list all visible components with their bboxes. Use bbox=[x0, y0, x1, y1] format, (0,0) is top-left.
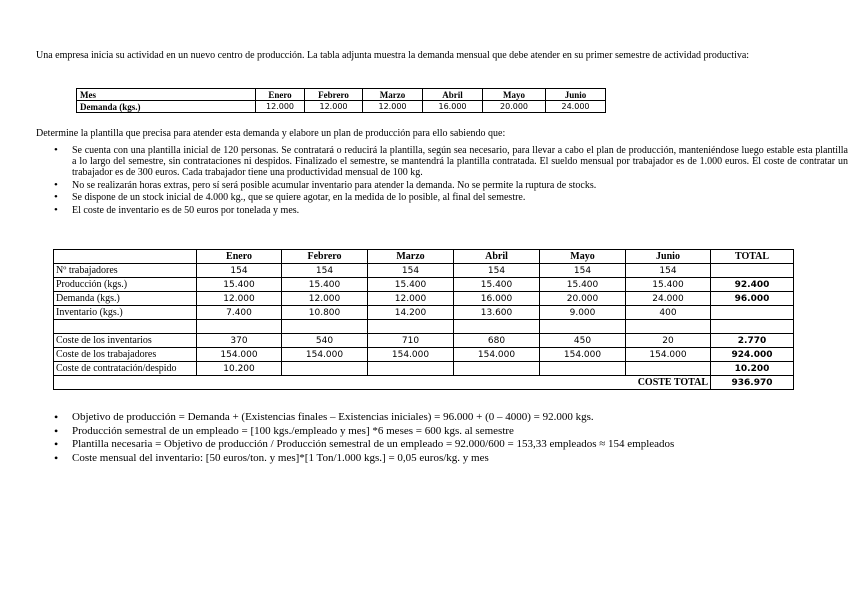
cell-value: 154.000 bbox=[197, 348, 282, 362]
demand-value: 16.000 bbox=[423, 101, 483, 113]
row-total bbox=[711, 264, 794, 278]
cell-value: 450 bbox=[540, 334, 626, 348]
cell-value: 154.000 bbox=[626, 348, 711, 362]
demand-month-header: Junio bbox=[546, 89, 606, 101]
row-total: 92.400 bbox=[711, 278, 794, 292]
cell-value: 15.400 bbox=[197, 278, 282, 292]
cell-value: 154 bbox=[197, 264, 282, 278]
table-row bbox=[54, 334, 794, 348]
row-label: Nº trabajadores bbox=[54, 264, 197, 278]
row-label: Coste de los inventarios bbox=[54, 334, 197, 348]
row-total: 924.000 bbox=[711, 348, 794, 362]
cell-value: 15.400 bbox=[540, 278, 626, 292]
cell-value: 20 bbox=[626, 334, 711, 348]
plan-column-header: Febrero bbox=[282, 250, 368, 264]
plan-corner-cell bbox=[54, 250, 197, 264]
cell-value: 154.000 bbox=[454, 348, 540, 362]
cell-value: 12.000 bbox=[282, 292, 368, 306]
cell-value: 154 bbox=[368, 264, 454, 278]
note-item: • Coste mensual del inventario: [50 euros/ton. y mes]*[1 Ton/1.000 kgs.] = 0,05 euros/kg. y mes bbox=[72, 452, 848, 466]
cell-value: 540 bbox=[282, 334, 368, 348]
cell-value: 15.400 bbox=[368, 278, 454, 292]
total-cost-label: COSTE TOTAL bbox=[54, 376, 711, 390]
row-label: Coste de contratación/despido bbox=[54, 362, 197, 376]
row-total bbox=[711, 306, 794, 320]
demand-value: 12.000 bbox=[363, 101, 423, 113]
row-total: 10.200 bbox=[711, 362, 794, 376]
note-item: • Producción semestral de un empleado = [100 kgs./empleado y mes] *6 meses = 600 kgs. al semestre bbox=[72, 425, 848, 439]
cell-value: 9.000 bbox=[540, 306, 626, 320]
cell-value: 7.400 bbox=[197, 306, 282, 320]
demand-row-label: Demanda (kgs.) bbox=[77, 101, 256, 113]
demand-value: 12.000 bbox=[256, 101, 305, 113]
demand-month-header: Marzo bbox=[363, 89, 423, 101]
cell-value: 370 bbox=[197, 334, 282, 348]
cell-value: 10.200 bbox=[197, 362, 282, 376]
demand-month-header: Enero bbox=[256, 89, 305, 101]
row-label: Producción (kgs.) bbox=[54, 278, 197, 292]
instruction-paragraph: Determine la plantilla que precisa para atender esta demanda y elabore un plan de producción para ello sabiendo que: bbox=[36, 128, 506, 139]
plan-column-header: TOTAL bbox=[711, 250, 794, 264]
demand-header-label: Mes bbox=[77, 89, 256, 101]
cell-value: 14.200 bbox=[368, 306, 454, 320]
intro-paragraph: Una empresa inicia su actividad en un nuevo centro de producción. La tabla adjunta muestra la demanda mensual que debe atender en su primer semestre de actividad productiva: bbox=[36, 50, 750, 61]
row-label: Coste de los trabajadores bbox=[54, 348, 197, 362]
cell-value: 154 bbox=[540, 264, 626, 278]
demand-table bbox=[76, 88, 606, 113]
plan-column-header: Marzo bbox=[368, 250, 454, 264]
cell-value: 16.000 bbox=[454, 292, 540, 306]
condition-item: • Se cuenta con una plantilla inicial de 120 personas. Se contratará o reducirá la plantilla, según sea necesario, para llevar a cabo el plan de producción, manteniéndose luego estable esta plantilla a lo largo del semestre, sin contrataciones ni despidos. Finalizado el semestre, se mantendrá la plantilla contratada. El sueldo mensual por trabajador es de 1.000 euros. El coste de contratar un trabajador es de 300 euros. Cada trabajador tiene una productividad mensual de 100 kg. bbox=[72, 145, 848, 178]
cell-value: 680 bbox=[454, 334, 540, 348]
cell-value: 15.400 bbox=[282, 278, 368, 292]
table-row bbox=[54, 278, 794, 292]
cell-value: 154.000 bbox=[368, 348, 454, 362]
cell-value: 154 bbox=[454, 264, 540, 278]
row-total: 96.000 bbox=[711, 292, 794, 306]
demand-month-header: Abril bbox=[423, 89, 483, 101]
table-row bbox=[54, 264, 794, 278]
total-cost-value: 936.970 bbox=[711, 376, 794, 390]
condition-item: • Se dispone de un stock inicial de 4.000 kg., que se quiere agotar, en la medida de lo posible, al final del semestre. bbox=[72, 192, 848, 203]
cell-value bbox=[454, 362, 540, 376]
cell-value: 400 bbox=[626, 306, 711, 320]
demand-month-header: Mayo bbox=[483, 89, 546, 101]
cell-value: 154 bbox=[626, 264, 711, 278]
row-total: 2.770 bbox=[711, 334, 794, 348]
table-row bbox=[54, 306, 794, 320]
table-row bbox=[54, 362, 794, 376]
cell-value: 154.000 bbox=[282, 348, 368, 362]
cell-value: 10.800 bbox=[282, 306, 368, 320]
cell-value bbox=[626, 362, 711, 376]
cell-value: 154.000 bbox=[540, 348, 626, 362]
plan-header-row bbox=[54, 250, 794, 264]
cell-value: 12.000 bbox=[368, 292, 454, 306]
cell-value bbox=[368, 362, 454, 376]
demand-month-header: Febrero bbox=[305, 89, 363, 101]
plan-column-header: Abril bbox=[454, 250, 540, 264]
cell-value: 15.400 bbox=[626, 278, 711, 292]
note-item: • Objetivo de producción = Demanda + (Existencias finales – Existencias iniciales) = 96.000 + (0 – 4000) = 92.000 kgs. bbox=[72, 411, 848, 425]
table-row bbox=[54, 348, 794, 362]
demand-table-values-row bbox=[77, 101, 606, 113]
row-label: Inventario (kgs.) bbox=[54, 306, 197, 320]
cell-value: 12.000 bbox=[197, 292, 282, 306]
production-plan-table bbox=[53, 249, 794, 390]
plan-column-header: Mayo bbox=[540, 250, 626, 264]
demand-value: 20.000 bbox=[483, 101, 546, 113]
row-label: Demanda (kgs.) bbox=[54, 292, 197, 306]
table-row bbox=[54, 292, 794, 306]
demand-value: 24.000 bbox=[546, 101, 606, 113]
condition-item: • No se realizarán horas extras, pero sí será posible acumular inventario para atender la demanda. No se permite la ruptura de stocks. bbox=[72, 180, 848, 191]
demand-value: 12.000 bbox=[305, 101, 363, 113]
condition-item: • El coste de inventario es de 50 euros por tonelada y mes. bbox=[72, 205, 848, 216]
calculation-notes bbox=[36, 411, 848, 465]
cell-value: 24.000 bbox=[626, 292, 711, 306]
spacer-row bbox=[54, 320, 794, 334]
cell-value bbox=[540, 362, 626, 376]
plan-column-header: Enero bbox=[197, 250, 282, 264]
note-item: • Plantilla necesaria = Objetivo de producción / Producción semestral de un empleado = 92.000/600 = 153,33 empleados ≈ 154 empleados bbox=[72, 438, 848, 452]
demand-table-header-row bbox=[77, 89, 606, 101]
total-cost-row bbox=[54, 376, 794, 390]
cell-value: 710 bbox=[368, 334, 454, 348]
plan-column-header: Junio bbox=[626, 250, 711, 264]
cell-value: 13.600 bbox=[454, 306, 540, 320]
cell-value bbox=[282, 362, 368, 376]
cell-value: 15.400 bbox=[454, 278, 540, 292]
cell-value: 154 bbox=[282, 264, 368, 278]
conditions-list bbox=[36, 145, 848, 217]
cell-value: 20.000 bbox=[540, 292, 626, 306]
